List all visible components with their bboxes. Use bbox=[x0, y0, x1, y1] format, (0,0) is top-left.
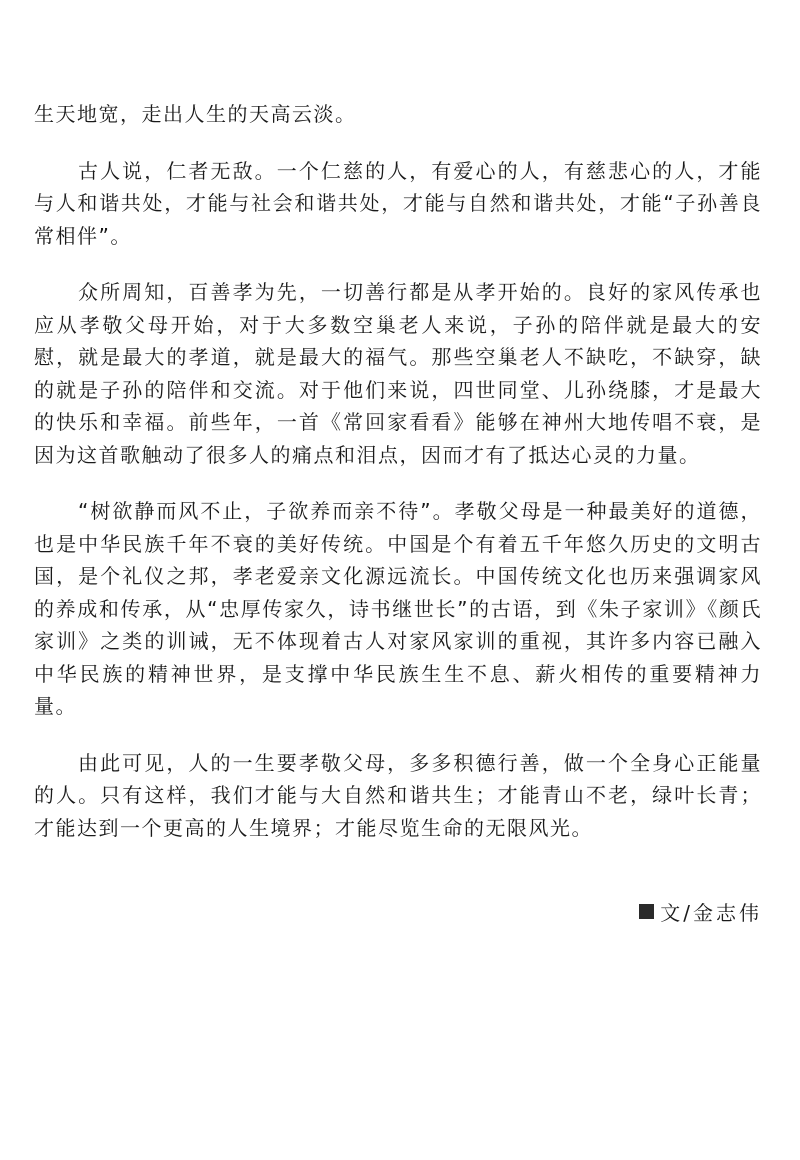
paragraph-4: “树欲静而风不止，子欲养而亲不待”。孝敬父母是一种最美好的道德，也是中华民族千年不衰的美好传统。中国是个有着五千年悠久历史的文明古国，是个礼仪之邦，孝老爱亲文化源远流长。中国传统文化也历来强调家风的养成和传承，从“忠厚传家久，诗书继世长”的古语，到《朱子家训》《颜氏家训》之类的训诫，无不体现着古人对家风家训的重视，其许多内容已融入中华民族的精神世界，是支撑中华民族生生不息、薪火相传的重要精神力量。 bbox=[34, 499, 762, 718]
author-byline bbox=[639, 897, 762, 926]
paragraph-2: 古人说，仁者无敌。一个仁慈的人，有爱心的人，有慈悲心的人，才能与人和谐共处，才能与社会和谐共处，才能与自然和谐共处，才能“子孙善良常相伴”。 bbox=[34, 158, 762, 248]
article-body bbox=[34, 98, 762, 868]
black-square-icon bbox=[639, 904, 654, 919]
paragraph-5: 由此可见，人的一生要孝敬父母，多多积德行善，做一个全身心正能量的人。只有这样，我们才能与大自然和谐共生；才能青山不老，绿叶长青；才能达到一个更高的人生境界；才能尽览生命的无限风光。 bbox=[34, 750, 762, 840]
paragraph-1: 生天地宽，走出人生的天高云淡。 bbox=[34, 102, 357, 126]
author-byline-text: 文/金志伟 bbox=[660, 901, 762, 925]
paragraph-3: 众所周知，百善孝为先，一切善行都是从孝开始的。良好的家风传承也应从孝敬父母开始，对于大多数空巢老人来说，子孙的陪伴就是最大的安慰，就是最大的孝道，就是最大的福气。那些空巢老人不缺吃，不缺穿，缺的就是子孙的陪伴和交流。对于他们来说，四世同堂、儿孙绕膝，才是最大的快乐和幸福。前些年，一首《常回家看看》能够在神州大地传唱不衰，是因为这首歌触动了很多人的痛点和泪点，因而才有了抵达心灵的力量。 bbox=[34, 280, 762, 467]
